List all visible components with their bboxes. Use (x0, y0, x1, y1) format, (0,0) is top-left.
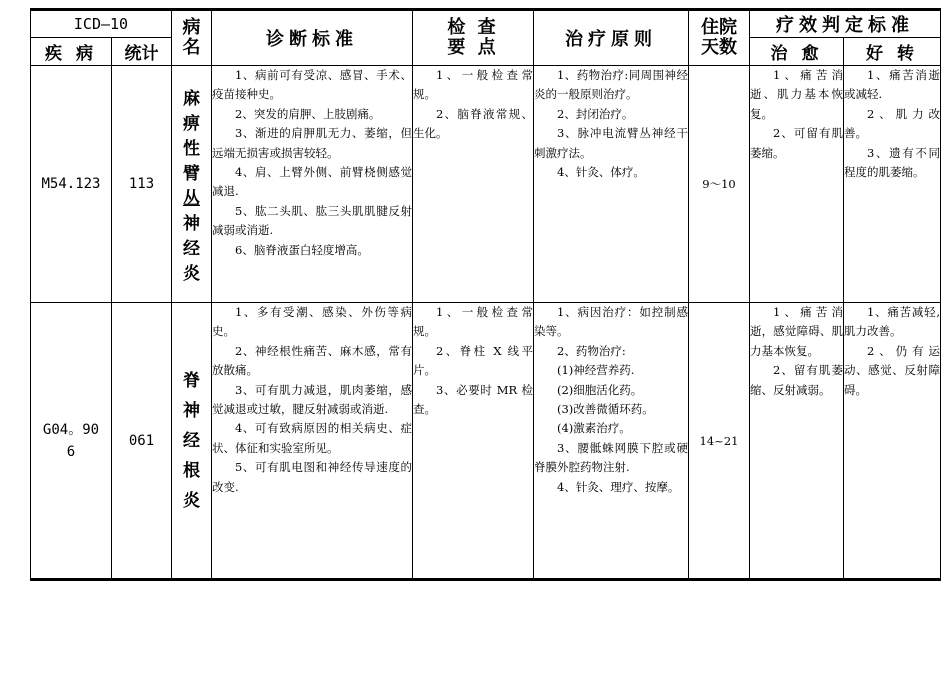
improved-item: 2、肌力改善。 (844, 106, 940, 141)
header-stay-line: 住院 (701, 17, 737, 38)
treatment-item: (1)神经营养药. (557, 363, 635, 378)
disease-name-char: 根 (183, 460, 200, 481)
disease-name-char: 炎 (183, 490, 200, 511)
disease-name-char: 经 (183, 430, 200, 451)
disease-name-char: 神 (183, 400, 200, 421)
header-name-char: 病 (182, 17, 201, 38)
disease-name (172, 66, 212, 303)
exam-item: 1、一般检查常规。 (413, 68, 533, 102)
exam-item: 2、脊柱 X 线平片。 (413, 343, 533, 378)
cured-criteria (750, 303, 844, 580)
exam-points (413, 303, 534, 580)
criteria-item: 2、神经根性痛苦、麻木感，常有放散痛。 (212, 343, 412, 378)
disease-name-char: 丛 (183, 189, 200, 209)
exam-points (413, 66, 534, 303)
improved-item: 1、痛苦减轻,肌力改善。 (844, 305, 940, 339)
header-treatment: 治疗原则 (534, 10, 689, 66)
criteria-item: 5、可有肌电图和神经传导速度的改变. (212, 460, 412, 494)
exam-item: 3、必要时 MR 检查。 (413, 382, 533, 417)
diagnostic-criteria (212, 303, 413, 580)
disease-name-char: 脊 (183, 370, 200, 391)
criteria-item: 1、病前可有受凉、感冒、手术、疫苗接种史。 (212, 68, 412, 102)
header-stay (689, 10, 750, 66)
header-exam-line: 要 点 (447, 37, 499, 58)
case-count: 113 (112, 66, 172, 303)
criteria-item: 2、突发的肩胛、上肢剧痛。 (235, 106, 381, 121)
criteria-item: 5、肱二头肌、肱三头肌肌腱反射减弱或消逝. (212, 203, 412, 238)
header-name (172, 10, 212, 66)
cured-criteria (750, 66, 844, 303)
header-icd: ICD—10 (31, 10, 172, 38)
treatment-item: 1、药物治疗:同周围神经炎的一般原则治疗。 (534, 68, 688, 102)
cured-item: 2、可留有肌萎缩。 (750, 126, 843, 160)
disease-name-char: 神 (183, 214, 200, 234)
improved-criteria (844, 303, 941, 580)
treatment-principles (534, 303, 689, 580)
exam-item: 2、脑脊液常规、生化。 (413, 106, 533, 141)
treatment-item: 4、针灸、体疗。 (557, 165, 645, 180)
improved-item: 1、痛苦消逝或减轻. (844, 68, 940, 102)
header-exam (413, 10, 534, 66)
disease-name-char: 痹 (183, 114, 200, 134)
header-criteria: 诊断标准 (212, 10, 413, 66)
cured-item: 1、痛苦消逝、肌力基本恢复。 (750, 68, 843, 121)
icd-code (31, 303, 112, 580)
disease-name-char: 麻 (183, 89, 200, 109)
treatment-item: 3、脉冲电流臂丛神经干刺激疗法。 (534, 126, 688, 160)
hospital-days: 9～10 (689, 66, 750, 303)
cured-item: 2、留有肌萎缩、反射减弱。 (750, 363, 843, 397)
treatment-item: 4、针灸、理疗、按摩。 (557, 479, 680, 494)
header-disease: 疾 病 (31, 38, 112, 66)
disease-name-char: 经 (183, 239, 200, 259)
diagnosis-table (30, 8, 941, 581)
criteria-item: 3、渐进的肩胛肌无力、萎缩，但远端无损害或损害较轻。 (212, 126, 412, 160)
disease-name (172, 303, 212, 580)
case-count: 061 (112, 303, 172, 580)
treatment-item: 2、封闭治疗。 (557, 106, 634, 121)
treatment-principles (534, 66, 689, 303)
criteria-item: 3、可有肌力减退，肌肉萎缩，感觉减退或过敏，腱反射减弱或消逝. (212, 382, 412, 417)
criteria-item: 1、多有受潮、感染、外伤等病史。 (212, 305, 412, 339)
header-stats: 统计 (112, 38, 172, 66)
header-stay-line: 天数 (701, 37, 737, 58)
treatment-item: (3)改善微循环药。 (557, 402, 654, 417)
treatment-item: 3、腰骶蛛网膜下腔或硬脊膜外腔药物注射. (534, 440, 688, 475)
header-exam-line: 检 查 (447, 17, 499, 38)
exam-item: 1、一般检查常规。 (413, 305, 533, 339)
treatment-item: 2、药物治疗: (557, 343, 626, 358)
diagnostic-criteria (212, 66, 413, 303)
treatment-item: 1、病因治疗：如控制感染等。 (534, 305, 688, 339)
criteria-item: 6、脑脊液蛋白轻度增高。 (235, 242, 369, 257)
criteria-item: 4、可有致病原因的相关病史、症状、体征和实验室所见。 (212, 421, 412, 455)
hospital-days: 14~21 (689, 303, 750, 580)
disease-name-char: 炎 (183, 264, 200, 284)
treatment-item: (2)细胞活化药。 (557, 382, 643, 397)
header-name-char: 名 (182, 37, 201, 58)
header-cured: 治 愈 (750, 38, 844, 66)
icd-code: M54.123 (31, 66, 112, 303)
treatment-item: (4)激素治疗。 (557, 421, 631, 436)
header-efficacy: 疗效判定标准 (750, 10, 941, 38)
icd-code-line: G04。90 (42, 421, 100, 438)
icd-code-line: 6 (66, 443, 76, 460)
improved-item: 3、遗有不同程度的肌萎缩。 (844, 145, 940, 180)
improved-criteria (844, 66, 941, 303)
improved-item: 2、仍有运动、感觉、反射障碍。 (844, 343, 940, 397)
disease-name-char: 臂 (183, 164, 200, 184)
cured-item: 1、痛苦消逝，感觉障碍、肌力基本恢复。 (750, 305, 843, 358)
disease-name-char: 性 (183, 139, 200, 159)
criteria-item: 4、肩、上臂外侧、前臂桡侧感觉减退. (212, 165, 412, 199)
header-improved: 好 转 (844, 38, 941, 66)
